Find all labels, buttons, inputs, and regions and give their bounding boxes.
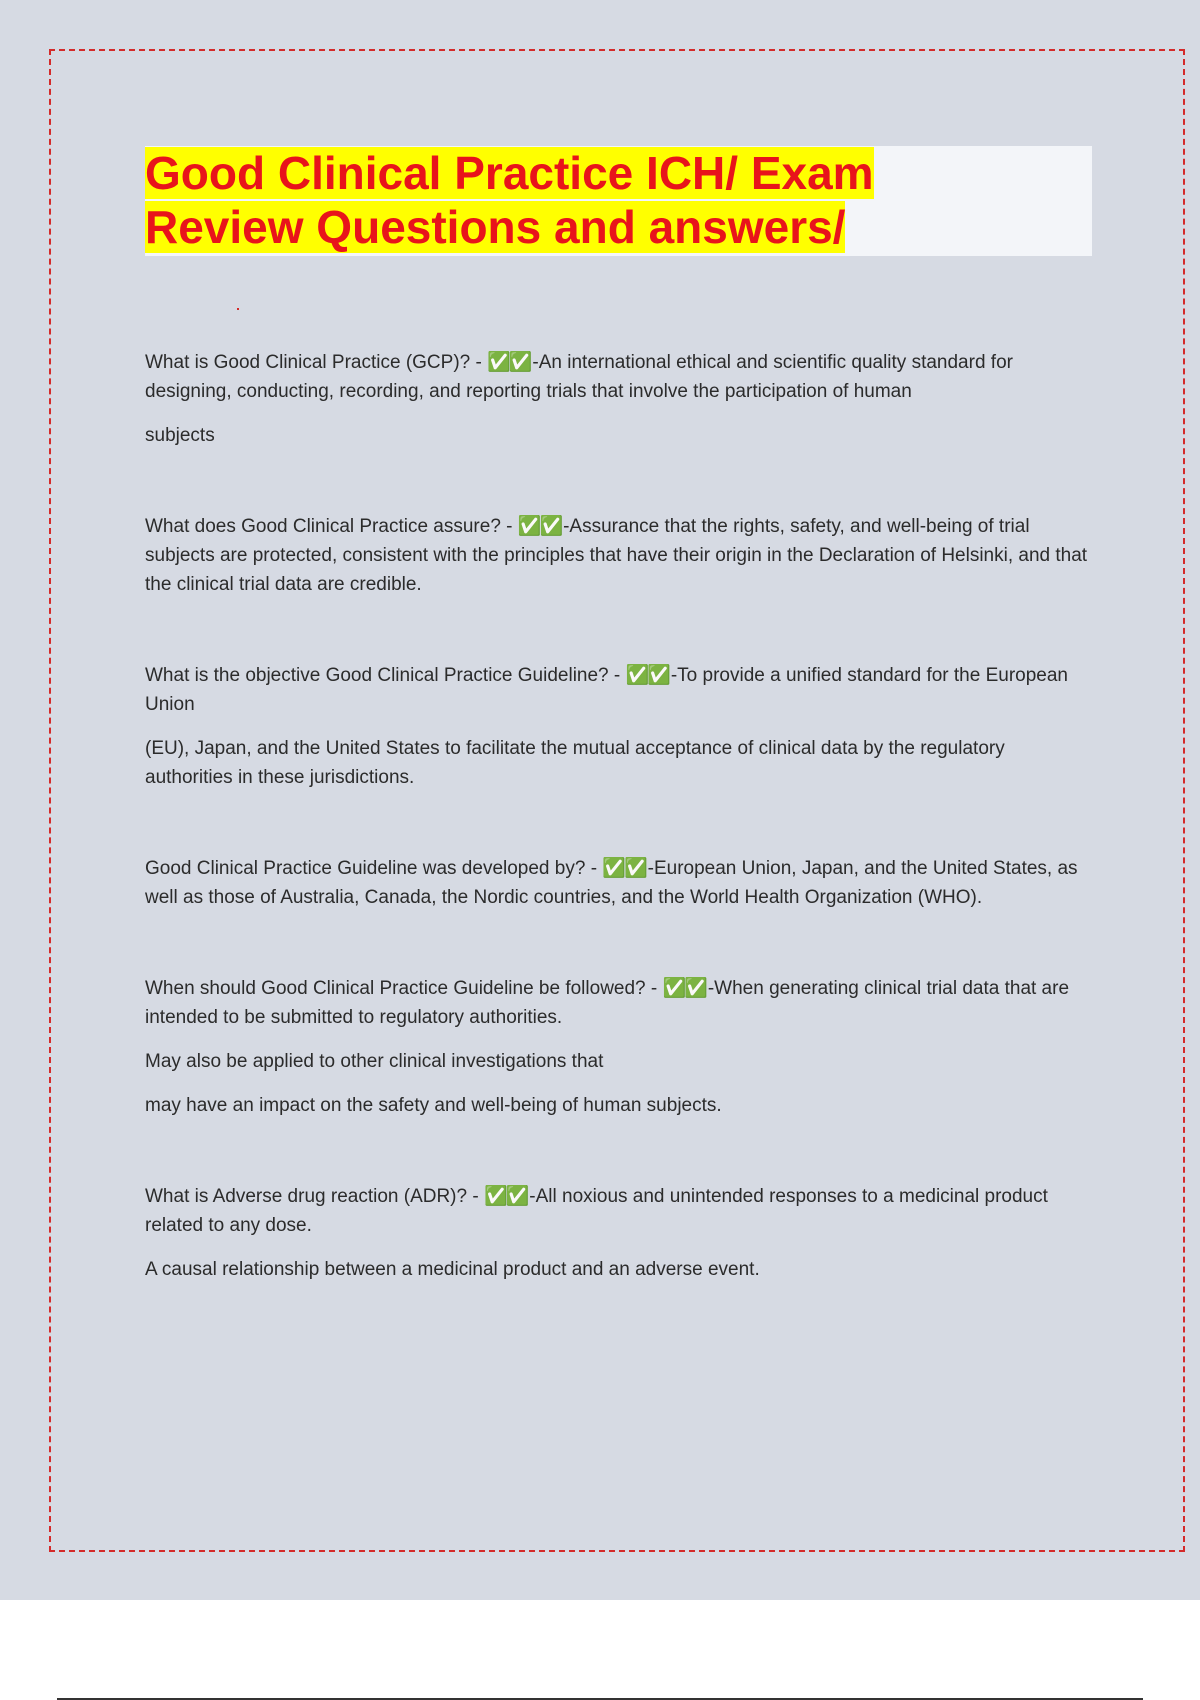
qa-paragraph bbox=[145, 854, 1095, 912]
qa-paragraph: (EU), Japan, and the United States to facilitate the mutual acceptance of clinical data by the regulatory authorities in these jurisdictions. bbox=[145, 738, 1005, 788]
question-text: What does Good Clinical Practice assure? - bbox=[145, 516, 518, 537]
qa-paragraph bbox=[145, 974, 1095, 1032]
answer-text: -An international ethical and scientific quality standard for designing, conducting, recording, and reporting trials that involve the participation of human bbox=[145, 352, 1013, 402]
qa-item-adr bbox=[145, 1182, 1095, 1284]
qa-item-gcp-developed-by bbox=[145, 854, 1095, 912]
answer-text: -European Union, Japan, and the United States, as well as those of Australia, Canada, the Nordic countries, and the World Health Organization (WHO). bbox=[145, 858, 1078, 908]
question-text: What is Adverse drug reaction (ADR)? - bbox=[145, 1186, 484, 1207]
qa-paragraph: subjects bbox=[145, 425, 215, 446]
qa-item-gcp-objective bbox=[145, 661, 1095, 792]
answer-text: -Assurance that the rights, safety, and well-being of trial subjects are protected, consistent with the principles that have their origin in the Declaration of Helsinki, and that the clinical trial data are credible. bbox=[145, 516, 1088, 595]
double-check-icon: ✅✅ bbox=[602, 858, 646, 879]
qa-paragraph: May also be applied to other clinical investigations that bbox=[145, 1051, 604, 1072]
question-text: When should Good Clinical Practice Guideline be followed? - bbox=[145, 978, 663, 999]
qa-paragraph bbox=[145, 348, 1095, 406]
double-check-icon: ✅✅ bbox=[662, 978, 706, 999]
qa-paragraph bbox=[145, 661, 1095, 719]
qa-item-gcp-when-followed bbox=[145, 974, 1095, 1120]
qa-paragraph: may have an impact on the safety and well-being of human subjects. bbox=[145, 1095, 722, 1116]
stray-dot bbox=[237, 308, 239, 310]
answer-text: -To provide a unified standard for the European Union bbox=[145, 665, 1068, 715]
qa-content bbox=[145, 348, 1095, 1284]
answer-text: -When generating clinical trial data that are intended to be submitted to regulatory authorities. bbox=[145, 978, 1070, 1028]
question-text: What is Good Clinical Practice (GCP)? - bbox=[145, 352, 488, 373]
double-check-icon: ✅✅ bbox=[487, 352, 531, 373]
qa-paragraph bbox=[145, 512, 1095, 599]
title-line-1: Good Clinical Practice ICH/ Exam bbox=[145, 147, 874, 199]
document-title bbox=[145, 146, 925, 254]
double-check-icon: ✅✅ bbox=[483, 1186, 528, 1207]
question-text: Good Clinical Practice Guideline was developed by? - bbox=[145, 858, 603, 879]
answer-text: -All noxious and unintended responses to a medicinal product related to any dose. bbox=[145, 1186, 1048, 1236]
question-text: What is the objective Good Clinical Practice Guideline? - bbox=[145, 665, 626, 686]
qa-item-gcp-assure bbox=[145, 512, 1095, 599]
double-check-icon: ✅✅ bbox=[625, 665, 669, 686]
qa-item-gcp-definition bbox=[145, 348, 1095, 450]
title-line-2: Review Questions and answers/ bbox=[145, 201, 846, 253]
double-check-icon: ✅✅ bbox=[517, 516, 562, 537]
qa-paragraph bbox=[145, 1182, 1095, 1240]
qa-paragraph: A causal relationship between a medicinal product and an adverse event. bbox=[145, 1259, 760, 1280]
